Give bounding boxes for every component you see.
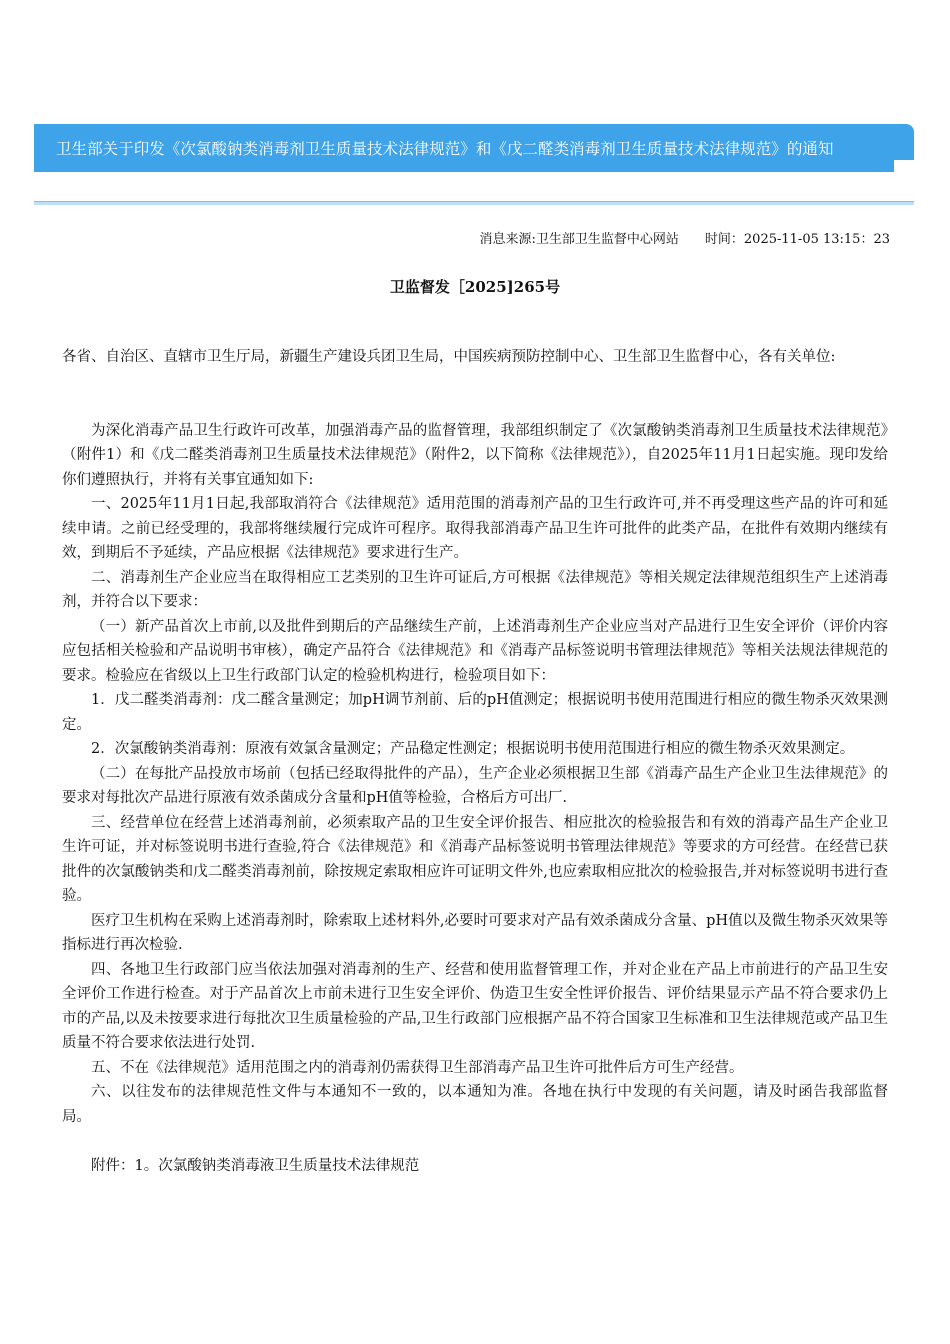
salutation: 各省、自治区、直辖市卫生厅局，新疆生产建设兵团卫生局，中国疾病预防控制中心、卫生部卫生监督中心，各有关单位: [62,349,836,365]
paragraph-item-1: 一、2025年11月1日起,我部取消符合《法律规范》适用范围的消毒剂产品的卫生行政许可,并不再受理这些产品的许可和延续申请。之前已经受理的，我部将继续履行完成许可程序。取得我部消毒产品卫生许可批件的此类产品，在批件有效期内继续有效，到期后不予延续，产品应根据《法律规范》要求进行生产。 [62,496,888,561]
paragraph-item-4: 四、各地卫生行政部门应当依法加强对消毒剂的生产、经营和使用监督管理工作，并对企业在产品上市前进行的产品卫生安全评价工作进行检查。对于产品首次上市前未进行卫生安全评价、伪造卫生安全性评价报告、评价结果显示产品不符合要求仍上市的产品,以及未按要求进行每批次卫生质量检验的产品,卫生行政部门应根据产品不符合国家卫生标准和卫生法律规范或产品卫生质量不符合要求依法进行处罚. [62,961,888,1051]
paragraph-test-2: 2．次氯酸钠类消毒剂：原液有效氯含量测定；产品稳定性测定；根据说明书使用范围进行相应的微生物杀灭效果测定。 [91,741,855,757]
page-title: 卫生部关于印发《次氯酸钠类消毒剂卫生质量技术法律规范》和《戊二醛类消毒剂卫生质量技术法律规范》的通知 [56,140,834,158]
paragraph-item-2: 二、消毒剂生产企业应当在取得相应工艺类别的卫生许可证后,方可根据《法律规范》等相关规定法律规范组织生产上述消毒剂，并符合以下要求： [62,569,888,610]
paragraph-item-5: 五、不在《法律规范》适用范围之内的消毒剂仍需获得卫生部消毒产品卫生许可批件后方可生产经营。 [91,1059,744,1076]
paragraph-sub-1: （一）新产品首次上市前,以及批件到期后的产品继续生产前，上述消毒剂生产企业应当对产品进行卫生安全评价（评价内容应包括相关检验和产品说明书审核），确定产品符合《法律规范》和《消毒产品标签说明书管理法律规范》等相关法规法律规范的要求。检验应在省级以上卫生行政部门认定的检验机构进行，检验项目如下： [62,618,888,684]
paragraph-intro: 为深化消毒产品卫生行政许可改革，加强消毒产品的监督管理，我部组织制定了《次氯酸钠类消毒剂卫生质量技术法律规范》（附件1）和《戊二醛类消毒剂卫生质量技术法律规范》（附件2，以下简称《法律规范》），自2025年11月1日起实施。现印发给你们遵照执行，并将有关事宜通知如下: [62,422,888,488]
source-text: 消息来源:卫生部卫生监督中心网站 [479,232,679,247]
paragraph-item-6: 六、以往发布的法律规范性文件与本通知不一致的，以本通知为准。各地在执行中发现的有关问题，请及时函告我部监督局。 [62,1084,888,1125]
banner-notch [894,160,914,172]
time-text: 时间：2025-11-05 13:15：23 [704,232,890,247]
document-number: 卫监督发［2025]265号 [389,278,561,296]
paragraph-medical: 医疗卫生机构在采购上述消毒剂时，除索取上述材料外,必要时可要求对产品有效杀菌成分含量、pH值以及微生物杀灭效果等指标进行再次检验. [62,912,889,953]
article-body [62,345,888,1178]
divider [34,201,914,205]
paragraph-item-3: 三、经营单位在经营上述消毒剂前，必须索取产品的卫生安全评价报告、相应批次的检验报告和有效的消毒产品生产企业卫生许可证，并对标签说明书进行查验,符合《法律规范》和《消毒产品标签说明书管理法律规范》等要求的方可经营。在经营已获批件的次氯酸钠类和戊二醛类消毒剂前，除按规定索取相应许可证明文件外,也应索取相应批次的检验报告,并对标签说明书进行查验。 [62,814,888,904]
attachment-line: 附件：1。次氯酸钠类消毒液卫生质量技术法律规范 [91,1157,420,1174]
paragraph-sub-2: （二）在每批产品投放市场前（包括已经取得批件的产品），生产企业必须根据卫生部《消毒产品生产企业卫生法律规范》的要求对每批次产品进行原液有效杀菌成分含量和pH值等检验，合格后方可出厂. [62,765,888,806]
paragraph-test-1: 1．戊二醛类消毒剂：戊二醛含量测定；加pH调节剂前、后的pH值测定；根据说明书使用范围进行相应的微生物杀灭效果测定。 [62,692,888,733]
article-meta [480,228,890,247]
